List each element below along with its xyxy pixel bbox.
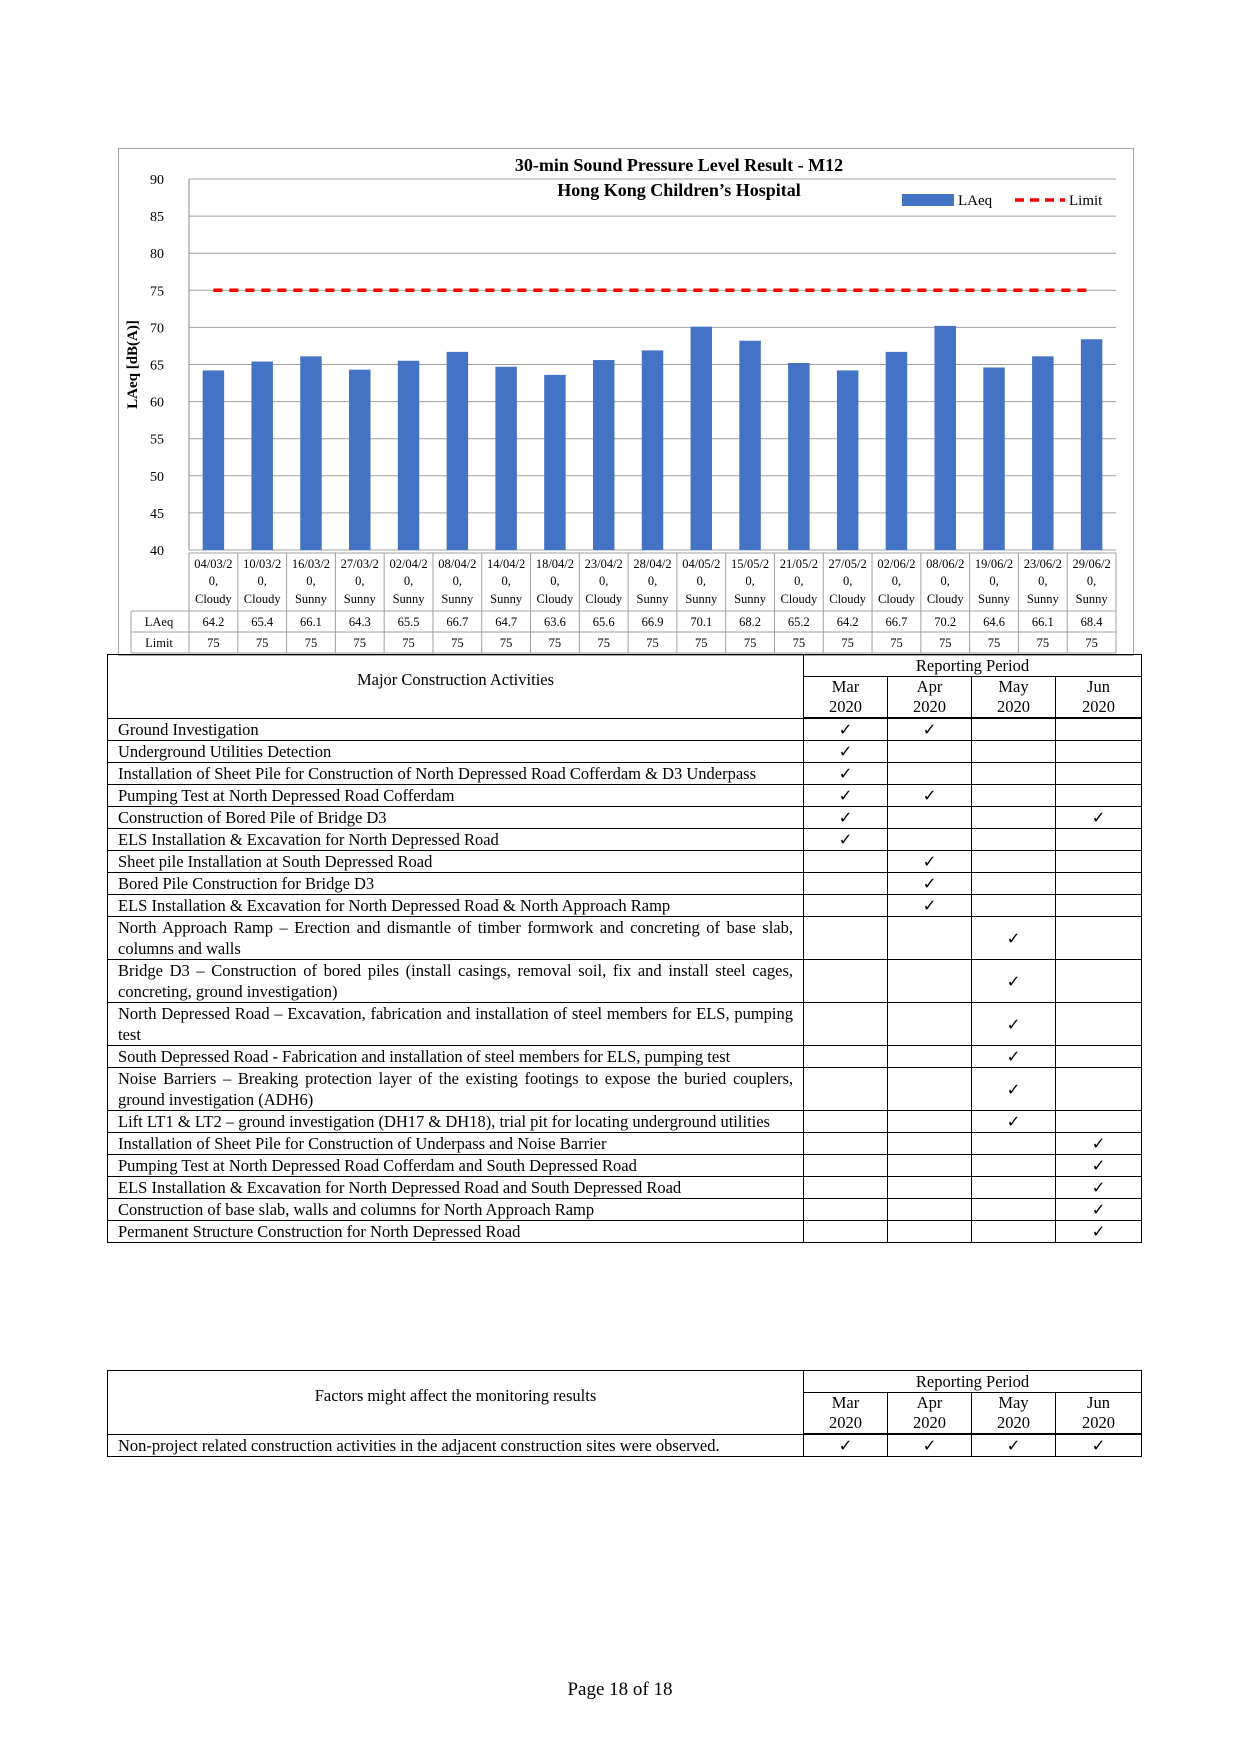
activity-cell: Underground Utilities Detection bbox=[108, 741, 804, 763]
x-tick-label: 10/03/2 bbox=[243, 557, 282, 571]
empty-cell bbox=[1056, 718, 1142, 741]
legend-swatch-laeq bbox=[902, 194, 954, 206]
chart-bar bbox=[788, 363, 809, 550]
x-tick-label: Sunny bbox=[685, 592, 718, 606]
data-label: 75 bbox=[987, 636, 1001, 650]
empty-cell bbox=[972, 829, 1056, 851]
empty-cell bbox=[972, 1133, 1056, 1155]
month-header: Mar 2020 bbox=[804, 1393, 888, 1435]
empty-cell bbox=[972, 1221, 1056, 1243]
data-label: 75 bbox=[890, 636, 903, 650]
x-tick-label: Sunny bbox=[978, 592, 1011, 606]
table-row bbox=[108, 741, 1142, 763]
x-tick-label: Sunny bbox=[636, 592, 669, 606]
y-tick-label: 70 bbox=[150, 321, 164, 337]
check-mark-cell: ✓ bbox=[804, 785, 888, 807]
table-row bbox=[108, 1177, 1142, 1199]
empty-cell bbox=[1056, 917, 1142, 960]
table-row bbox=[108, 807, 1142, 829]
check-mark-cell: ✓ bbox=[972, 1003, 1056, 1046]
x-tick-label: Sunny bbox=[392, 592, 425, 606]
table-row bbox=[108, 895, 1142, 917]
legend-label-laeq: LAeq bbox=[958, 193, 993, 209]
table-row bbox=[108, 1068, 1142, 1111]
empty-cell bbox=[804, 1177, 888, 1199]
factors-body bbox=[108, 1434, 1142, 1457]
empty-cell bbox=[972, 873, 1056, 895]
check-mark-cell: ✓ bbox=[1056, 1177, 1142, 1199]
data-label: 75 bbox=[353, 636, 367, 650]
x-tick-label: 02/06/2 bbox=[877, 557, 916, 571]
empty-cell bbox=[888, 1003, 972, 1046]
x-tick-label: 28/04/2 bbox=[633, 557, 672, 571]
y-axis-label: LAeq [dB(A)] bbox=[125, 320, 141, 409]
data-label: 75 bbox=[499, 636, 513, 650]
chart-subtitle: Hong Kong Children’s Hospital bbox=[557, 180, 801, 200]
empty-cell bbox=[972, 1177, 1056, 1199]
check-mark-cell: ✓ bbox=[888, 873, 972, 895]
month-header: May 2020 bbox=[972, 677, 1056, 719]
empty-cell bbox=[972, 807, 1056, 829]
x-tick-label: 21/05/2 bbox=[779, 557, 818, 571]
chart-bar bbox=[983, 367, 1004, 550]
activity-cell: South Depressed Road - Fabrication and installation of steel members for ELS, pumping test bbox=[108, 1046, 804, 1068]
x-tick-label: 16/03/2 bbox=[291, 557, 331, 571]
x-tick-label: 29/06/2 bbox=[1072, 557, 1111, 571]
chart-bar bbox=[886, 352, 907, 550]
page-footer bbox=[0, 1679, 1240, 1701]
x-tick-label: Cloudy bbox=[585, 592, 623, 606]
empty-cell bbox=[972, 785, 1056, 807]
x-tick-label: 08/06/2 bbox=[926, 557, 965, 571]
x-tick-label: 0, bbox=[1038, 574, 1048, 588]
check-mark-cell: ✓ bbox=[804, 1434, 888, 1457]
x-tick-label: 27/03/2 bbox=[340, 557, 379, 571]
x-tick-label: 18/04/2 bbox=[535, 557, 575, 571]
total-pages: 18 bbox=[653, 1679, 673, 1700]
data-label: 75 bbox=[255, 636, 269, 650]
data-label: 68.2 bbox=[739, 615, 762, 629]
y-tick-label: 75 bbox=[150, 284, 164, 300]
empty-cell bbox=[804, 1199, 888, 1221]
check-mark-cell: ✓ bbox=[888, 851, 972, 873]
chart-bar bbox=[739, 341, 760, 550]
empty-cell bbox=[888, 1199, 972, 1221]
x-tick-label: 0, bbox=[403, 574, 414, 588]
x-tick-label: 0, bbox=[745, 574, 755, 588]
month-header: Apr 2020 bbox=[888, 1393, 972, 1435]
table-row bbox=[108, 917, 1142, 960]
table-row bbox=[108, 763, 1142, 785]
empty-cell bbox=[888, 1111, 972, 1133]
x-tick-label: Sunny bbox=[343, 592, 376, 606]
table-row bbox=[108, 1221, 1142, 1243]
empty-cell bbox=[888, 1155, 972, 1177]
activity-cell: Construction of base slab, walls and columns for North Approach Ramp bbox=[108, 1199, 804, 1221]
empty-cell bbox=[888, 763, 972, 785]
check-mark-cell: ✓ bbox=[1056, 1434, 1142, 1457]
reporting-period-header: Reporting Period bbox=[804, 1371, 1142, 1393]
empty-cell bbox=[972, 895, 1056, 917]
month-header: Jun 2020 bbox=[1056, 677, 1142, 719]
empty-cell bbox=[972, 1199, 1056, 1221]
table-row bbox=[108, 851, 1142, 873]
empty-cell bbox=[804, 873, 888, 895]
data-label: 66.7 bbox=[885, 615, 908, 629]
table-row bbox=[108, 718, 1142, 741]
data-label: 75 bbox=[451, 636, 464, 650]
empty-cell bbox=[804, 1111, 888, 1133]
data-label: 75 bbox=[402, 636, 415, 650]
table-row bbox=[108, 1155, 1142, 1177]
check-mark-cell: ✓ bbox=[972, 1046, 1056, 1068]
data-label: 64.2 bbox=[202, 615, 225, 629]
x-tick-label: Sunny bbox=[294, 592, 327, 606]
factors-table bbox=[107, 1370, 1142, 1457]
x-tick-label: 19/06/2 bbox=[974, 557, 1014, 571]
data-label: 64.3 bbox=[348, 615, 371, 629]
x-tick-label: 0, bbox=[794, 574, 804, 588]
data-label: 75 bbox=[304, 636, 318, 650]
chart-title: 30-min Sound Pressure Level Result - M12 bbox=[514, 155, 844, 175]
x-tick-label: 0, bbox=[599, 574, 609, 588]
chart-bar bbox=[642, 350, 663, 550]
data-label: 75 bbox=[1085, 636, 1098, 650]
chart-bar bbox=[495, 367, 516, 550]
x-tick-label: 15/05/2 bbox=[730, 557, 770, 571]
data-label: 75 bbox=[743, 636, 757, 650]
x-tick-label: 0, bbox=[208, 574, 219, 588]
activity-cell: ELS Installation & Excavation for North Depressed Road bbox=[108, 829, 804, 851]
x-tick-label: 0, bbox=[696, 574, 706, 588]
x-tick-label: Sunny bbox=[441, 592, 474, 606]
empty-cell bbox=[1056, 895, 1142, 917]
empty-cell bbox=[888, 741, 972, 763]
activity-cell: Pumping Test at North Depressed Road Cofferdam bbox=[108, 785, 804, 807]
empty-cell bbox=[804, 1068, 888, 1111]
empty-cell bbox=[1056, 1003, 1142, 1046]
x-tick-label: 0, bbox=[306, 574, 316, 588]
x-tick-label: Cloudy bbox=[780, 592, 818, 606]
x-tick-label: 02/04/2 bbox=[389, 557, 428, 571]
y-tick-label: 55 bbox=[150, 432, 164, 448]
x-tick-label: 08/04/2 bbox=[438, 557, 477, 571]
table-row bbox=[108, 829, 1142, 851]
data-label: 63.6 bbox=[543, 615, 566, 629]
y-tick-label: 60 bbox=[150, 395, 164, 411]
empty-cell bbox=[804, 895, 888, 917]
table-row bbox=[108, 960, 1142, 1003]
empty-cell bbox=[888, 829, 972, 851]
check-mark-cell: ✓ bbox=[888, 895, 972, 917]
empty-cell bbox=[888, 917, 972, 960]
x-tick-label: 0, bbox=[989, 574, 999, 588]
data-label: 66.1 bbox=[300, 615, 322, 629]
check-mark-cell: ✓ bbox=[804, 807, 888, 829]
empty-cell bbox=[888, 960, 972, 1003]
empty-cell bbox=[1056, 1046, 1142, 1068]
data-label: 70.1 bbox=[690, 615, 713, 629]
empty-cell bbox=[1056, 960, 1142, 1003]
data-label: 65.5 bbox=[397, 615, 420, 629]
data-label: 65.4 bbox=[251, 615, 274, 629]
activity-cell: Lift LT1 & LT2 – ground investigation (DH17 & DH18), trial pit for locating underground utilities bbox=[108, 1111, 804, 1133]
activities-body bbox=[108, 718, 1142, 1243]
empty-cell bbox=[804, 1133, 888, 1155]
empty-cell bbox=[1056, 873, 1142, 895]
reporting-period-header: Reporting Period bbox=[804, 655, 1142, 677]
x-tick-label: Sunny bbox=[1026, 592, 1059, 606]
chart-bar bbox=[349, 370, 370, 550]
x-tick-label: 27/05/2 bbox=[828, 557, 867, 571]
empty-cell bbox=[1056, 763, 1142, 785]
check-mark-cell: ✓ bbox=[972, 1434, 1056, 1457]
y-tick-label: 45 bbox=[150, 506, 164, 522]
data-label: 66.7 bbox=[446, 615, 469, 629]
x-tick-label: 0, bbox=[257, 574, 267, 588]
y-tick-label: 90 bbox=[150, 173, 164, 188]
table-row bbox=[108, 1003, 1142, 1046]
chart-bar bbox=[251, 362, 272, 550]
empty-cell bbox=[1056, 1111, 1142, 1133]
activity-cell: Installation of Sheet Pile for Construction of Underpass and Noise Barrier bbox=[108, 1133, 804, 1155]
x-tick-label: Sunny bbox=[734, 592, 767, 606]
empty-cell bbox=[972, 851, 1056, 873]
check-mark-cell: ✓ bbox=[1056, 1133, 1142, 1155]
chart-bar bbox=[544, 375, 565, 550]
x-tick-label: 23/04/2 bbox=[584, 557, 623, 571]
check-mark-cell: ✓ bbox=[972, 1111, 1056, 1133]
sound-level-chart bbox=[118, 148, 1134, 656]
empty-cell bbox=[888, 1046, 972, 1068]
month-header: May 2020 bbox=[972, 1393, 1056, 1435]
activity-cell: North Approach Ramp – Erection and dismantle of timber formwork and concreting of base slab, columns and walls bbox=[108, 917, 804, 960]
check-mark-cell: ✓ bbox=[888, 718, 972, 741]
table-series-label: LAeq bbox=[144, 615, 174, 629]
data-label: 66.1 bbox=[1031, 615, 1054, 629]
data-label: 64.7 bbox=[495, 615, 518, 629]
empty-cell bbox=[804, 1155, 888, 1177]
data-label: 75 bbox=[1036, 636, 1050, 650]
factors-header-label: Factors might affect the monitoring results bbox=[108, 1371, 804, 1435]
check-mark-cell: ✓ bbox=[804, 718, 888, 741]
activity-cell: Bridge D3 – Construction of bored piles (install casings, removal soil, fix and install steel cages, concreting, ground investigation) bbox=[108, 960, 804, 1003]
y-tick-label: 40 bbox=[150, 544, 164, 559]
x-tick-label: Cloudy bbox=[243, 592, 281, 606]
data-label: 75 bbox=[597, 636, 610, 650]
data-label: 75 bbox=[792, 636, 806, 650]
data-label: 64.2 bbox=[836, 615, 859, 629]
x-tick-label: Cloudy bbox=[194, 592, 232, 606]
month-header: Jun 2020 bbox=[1056, 1393, 1142, 1435]
empty-cell bbox=[1056, 741, 1142, 763]
chart-bar bbox=[837, 370, 858, 550]
check-mark-cell: ✓ bbox=[1056, 1221, 1142, 1243]
table-row bbox=[108, 1133, 1142, 1155]
activity-cell: Installation of Sheet Pile for Construction of North Depressed Road Cofferdam & D3 Underpass bbox=[108, 763, 804, 785]
check-mark-cell: ✓ bbox=[972, 1068, 1056, 1111]
page-label: Page bbox=[567, 1679, 605, 1700]
x-tick-label: 0, bbox=[501, 574, 511, 588]
factor-cell: Non-project related construction activities in the adjacent construction sites were observed. bbox=[108, 1434, 804, 1457]
empty-cell bbox=[888, 1177, 972, 1199]
table-row bbox=[108, 1111, 1142, 1133]
x-tick-label: Sunny bbox=[1075, 592, 1108, 606]
data-label: 75 bbox=[646, 636, 659, 650]
empty-cell bbox=[1056, 851, 1142, 873]
x-tick-label: 0, bbox=[1086, 574, 1097, 588]
x-tick-label: 0, bbox=[452, 574, 463, 588]
data-label: 64.6 bbox=[983, 615, 1005, 629]
check-mark-cell: ✓ bbox=[804, 829, 888, 851]
empty-cell bbox=[1056, 785, 1142, 807]
activity-cell: Noise Barriers – Breaking protection layer of the existing footings to expose the buried couplers, ground investigation (ADH6) bbox=[108, 1068, 804, 1111]
data-label: 65.2 bbox=[787, 615, 810, 629]
empty-cell bbox=[888, 1221, 972, 1243]
data-label: 75 bbox=[695, 636, 708, 650]
empty-cell bbox=[804, 917, 888, 960]
check-mark-cell: ✓ bbox=[972, 917, 1056, 960]
chart-bar bbox=[447, 352, 468, 550]
chart-bar bbox=[691, 327, 712, 550]
empty-cell bbox=[972, 1155, 1056, 1177]
x-tick-label: Cloudy bbox=[878, 592, 915, 606]
activity-cell: Sheet pile Installation at South Depressed Road bbox=[108, 851, 804, 873]
x-tick-label: Cloudy bbox=[926, 592, 964, 606]
empty-cell bbox=[804, 960, 888, 1003]
activity-cell: Construction of Bored Pile of Bridge D3 bbox=[108, 807, 804, 829]
table-row bbox=[108, 873, 1142, 895]
empty-cell bbox=[804, 851, 888, 873]
x-tick-label: Cloudy bbox=[829, 592, 867, 606]
empty-cell bbox=[972, 763, 1056, 785]
activity-cell: ELS Installation & Excavation for North Depressed Road and South Depressed Road bbox=[108, 1177, 804, 1199]
activity-cell: Ground Investigation bbox=[108, 718, 804, 741]
of-label: of bbox=[632, 1679, 649, 1700]
page-number: 18 bbox=[609, 1679, 629, 1700]
chart-bar bbox=[935, 326, 956, 550]
empty-cell bbox=[1056, 1068, 1142, 1111]
month-header: Apr 2020 bbox=[888, 677, 972, 719]
check-mark-cell: ✓ bbox=[804, 763, 888, 785]
x-tick-label: Sunny bbox=[490, 592, 523, 606]
data-label: 70.2 bbox=[934, 615, 957, 629]
chart-bar bbox=[1081, 339, 1102, 550]
x-tick-label: 14/04/2 bbox=[487, 557, 526, 571]
chart-bar bbox=[398, 361, 419, 550]
chart-bar bbox=[1032, 356, 1053, 550]
data-label: 75 bbox=[548, 636, 562, 650]
x-tick-label: 0, bbox=[940, 574, 950, 588]
check-mark-cell: ✓ bbox=[972, 960, 1056, 1003]
y-tick-label: 85 bbox=[150, 210, 164, 226]
x-tick-label: 23/06/2 bbox=[1023, 557, 1062, 571]
data-label: 66.9 bbox=[641, 615, 664, 629]
check-mark-cell: ✓ bbox=[1056, 1155, 1142, 1177]
activities-header-label: Major Construction Activities bbox=[108, 655, 804, 719]
empty-cell bbox=[804, 1003, 888, 1046]
empty-cell bbox=[972, 718, 1056, 741]
x-tick-label: Cloudy bbox=[536, 592, 574, 606]
check-mark-cell: ✓ bbox=[1056, 807, 1142, 829]
empty-cell bbox=[804, 1221, 888, 1243]
check-mark-cell: ✓ bbox=[1056, 1199, 1142, 1221]
month-header: Mar 2020 bbox=[804, 677, 888, 719]
x-tick-label: 0, bbox=[355, 574, 365, 588]
legend-label-limit: Limit bbox=[1069, 193, 1103, 209]
table-series-label: Limit bbox=[145, 636, 173, 650]
x-tick-label: 0, bbox=[550, 574, 560, 588]
x-tick-label: 0, bbox=[891, 574, 902, 588]
activity-cell: North Depressed Road – Excavation, fabrication and installation of steel members for ELS, pumping test bbox=[108, 1003, 804, 1046]
chart-bar bbox=[300, 356, 321, 550]
chart-canvas bbox=[119, 149, 1133, 655]
x-tick-label: 04/05/2 bbox=[682, 557, 721, 571]
data-label: 75 bbox=[841, 636, 854, 650]
data-label: 75 bbox=[207, 636, 220, 650]
data-label: 68.4 bbox=[1080, 615, 1103, 629]
activity-cell: Bored Pile Construction for Bridge D3 bbox=[108, 873, 804, 895]
empty-cell bbox=[888, 807, 972, 829]
empty-cell bbox=[804, 1046, 888, 1068]
y-tick-label: 80 bbox=[150, 247, 164, 263]
activity-cell: Permanent Structure Construction for North Depressed Road bbox=[108, 1221, 804, 1243]
x-tick-label: 0, bbox=[647, 574, 658, 588]
empty-cell bbox=[1056, 829, 1142, 851]
table-row bbox=[108, 1434, 1142, 1457]
chart-bar bbox=[203, 370, 224, 550]
activity-cell: Pumping Test at North Depressed Road Cofferdam and South Depressed Road bbox=[108, 1155, 804, 1177]
x-tick-label: 04/03/2 bbox=[194, 557, 233, 571]
y-tick-label: 65 bbox=[150, 358, 164, 374]
data-label: 65.6 bbox=[592, 615, 615, 629]
data-label: 75 bbox=[938, 636, 952, 650]
empty-cell bbox=[972, 741, 1056, 763]
y-tick-label: 50 bbox=[150, 469, 164, 485]
table-row bbox=[108, 1199, 1142, 1221]
x-tick-label: 0, bbox=[842, 574, 853, 588]
empty-cell bbox=[888, 1068, 972, 1111]
check-mark-cell: ✓ bbox=[888, 1434, 972, 1457]
table-row bbox=[108, 785, 1142, 807]
check-mark-cell: ✓ bbox=[888, 785, 972, 807]
chart-bar bbox=[593, 360, 614, 550]
activity-cell: ELS Installation & Excavation for North Depressed Road & North Approach Ramp bbox=[108, 895, 804, 917]
table-row bbox=[108, 1046, 1142, 1068]
empty-cell bbox=[888, 1133, 972, 1155]
check-mark-cell: ✓ bbox=[804, 741, 888, 763]
construction-activities-table bbox=[107, 654, 1142, 1243]
